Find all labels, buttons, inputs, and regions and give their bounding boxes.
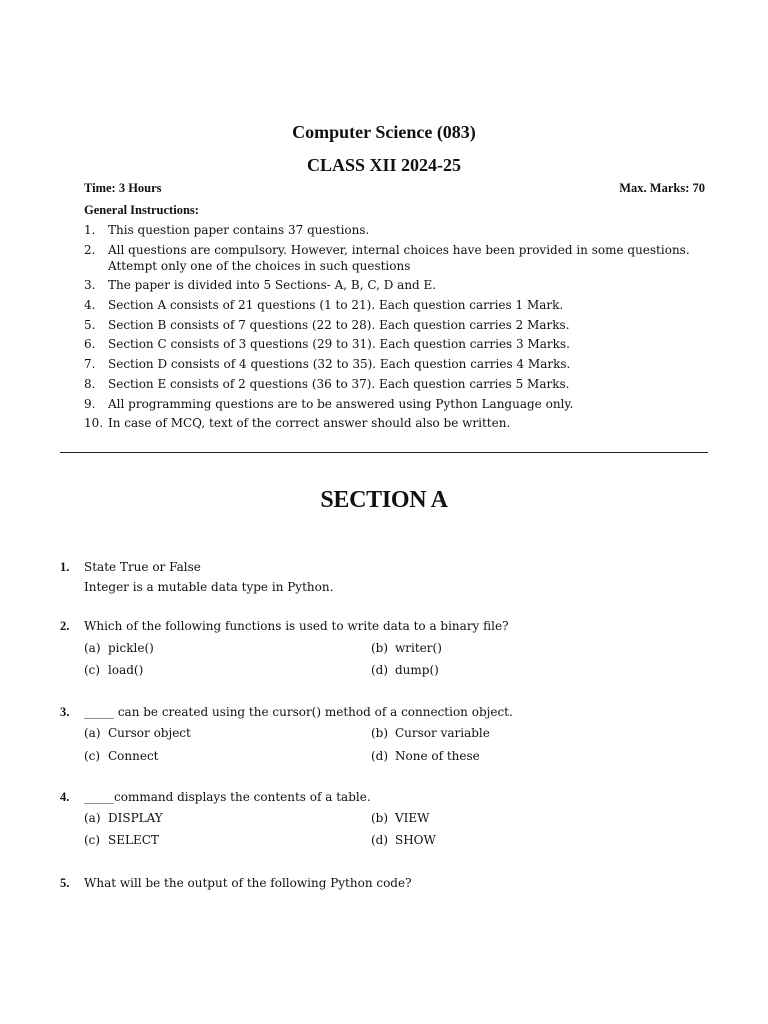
option-text: None of these <box>395 749 480 763</box>
option-text: DISPLAY <box>108 811 163 825</box>
question-number: 5. <box>60 876 70 890</box>
instruction-text: Section B consists of 7 questions (22 to 28). Each question carries 2 Marks. <box>108 317 570 332</box>
option-text: Connect <box>108 749 159 763</box>
option-c <box>84 662 143 678</box>
instructions-list <box>84 222 710 435</box>
instruction-number: 9. <box>84 396 96 411</box>
option-text: writer() <box>395 641 442 655</box>
instruction-number: 3. <box>84 278 96 293</box>
instruction-text: All programming questions are to be answered using Python Language only. <box>108 396 574 411</box>
option-text: SHOW <box>395 833 436 847</box>
instruction-text: Section D consists of 4 questions (32 to 35). Each question carries 4 Marks. <box>108 357 571 372</box>
option-label: (b) <box>371 726 389 740</box>
instruction-item <box>84 356 710 372</box>
instruction-number: 6. <box>84 337 96 352</box>
option-a <box>84 725 191 741</box>
instruction-item <box>84 376 710 392</box>
instruction-number: 7. <box>84 357 96 372</box>
option-d <box>371 832 436 848</box>
instruction-number: 8. <box>84 376 96 391</box>
option-text: dump() <box>395 663 439 677</box>
option-label: (a) <box>84 726 101 740</box>
option-b <box>371 810 430 826</box>
option-a <box>84 640 154 656</box>
instruction-text: This question paper contains 37 questions. <box>108 223 370 237</box>
instruction-text: In case of MCQ, text of the correct answer should also be written. <box>108 416 511 431</box>
option-text: pickle() <box>108 641 154 655</box>
option-b <box>371 725 490 741</box>
option-a <box>84 810 163 826</box>
option-label: (a) <box>84 811 101 825</box>
option-c <box>84 832 159 848</box>
instruction-item <box>84 336 710 352</box>
instructions-heading: General Instructions: <box>84 203 199 217</box>
option-d <box>371 662 439 678</box>
question-text: What will be the output of the following Python code? <box>84 876 412 890</box>
option-text: load() <box>108 663 144 677</box>
option-label: (b) <box>371 811 389 825</box>
question-text: Which of the following functions is used to write data to a binary file? <box>84 619 509 633</box>
option-label: (d) <box>371 749 389 763</box>
option-text: VIEW <box>395 811 430 825</box>
paper-title: Computer Science (083) <box>292 122 476 142</box>
instruction-text: Section A consists of 21 questions (1 to 21). Each question carries 1 Mark. <box>108 298 564 313</box>
option-label: (d) <box>371 833 389 847</box>
option-text: Cursor variable <box>395 726 490 740</box>
option-label: (a) <box>84 641 101 655</box>
section-title: SECTION A <box>320 487 448 513</box>
option-label: (d) <box>371 663 389 677</box>
option-label: (c) <box>84 749 101 763</box>
max-marks-label: Max. Marks: 70 <box>619 181 705 195</box>
meta-row <box>84 181 705 196</box>
instruction-text: All questions are compulsory. However, internal choices have been provided in some questions. Attempt only one of the choices in such questions <box>108 242 690 273</box>
instruction-text: Section C consists of 3 questions (29 to 31). Each question carries 3 Marks. <box>108 337 570 352</box>
section-divider <box>60 452 708 453</box>
option-label: (c) <box>84 833 101 847</box>
option-b <box>371 640 442 656</box>
instruction-item <box>84 317 710 333</box>
option-text: Cursor object <box>108 726 191 740</box>
instruction-item <box>84 242 710 274</box>
instruction-text: Section E consists of 2 questions (36 to 37). Each question carries 5 Marks. <box>108 376 570 391</box>
instruction-number: 10. <box>84 416 104 431</box>
question-number: 2. <box>60 619 70 633</box>
instruction-item <box>84 277 710 293</box>
instruction-text: The paper is divided into 5 Sections- A, B, C, D and E. <box>108 278 437 293</box>
paper-subtitle: CLASS XII 2024-25 <box>306 155 462 175</box>
option-c <box>84 748 159 764</box>
option-text: SELECT <box>108 833 159 847</box>
instruction-item <box>84 222 710 238</box>
question-subtext: Integer is a mutable data type in Python. <box>84 580 334 594</box>
instruction-number: 1. <box>84 223 96 237</box>
instruction-item <box>84 396 710 412</box>
option-d <box>371 748 480 764</box>
question-text: State True or False <box>84 560 201 574</box>
instruction-number: 4. <box>84 298 96 313</box>
question-text: _____command displays the contents of a table. <box>84 790 371 804</box>
question-text: _____ can be created using the cursor() method of a connection object. <box>84 705 513 719</box>
instruction-number: 5. <box>84 317 96 332</box>
option-label: (c) <box>84 663 101 677</box>
instruction-item <box>84 297 710 313</box>
instruction-number: 2. <box>84 242 96 257</box>
time-label: Time: 3 Hours <box>84 181 162 195</box>
option-label: (b) <box>371 641 389 655</box>
question-number: 3. <box>60 705 70 719</box>
question-number: 1. <box>60 560 70 574</box>
instruction-item <box>84 415 710 431</box>
question-number: 4. <box>60 790 70 804</box>
